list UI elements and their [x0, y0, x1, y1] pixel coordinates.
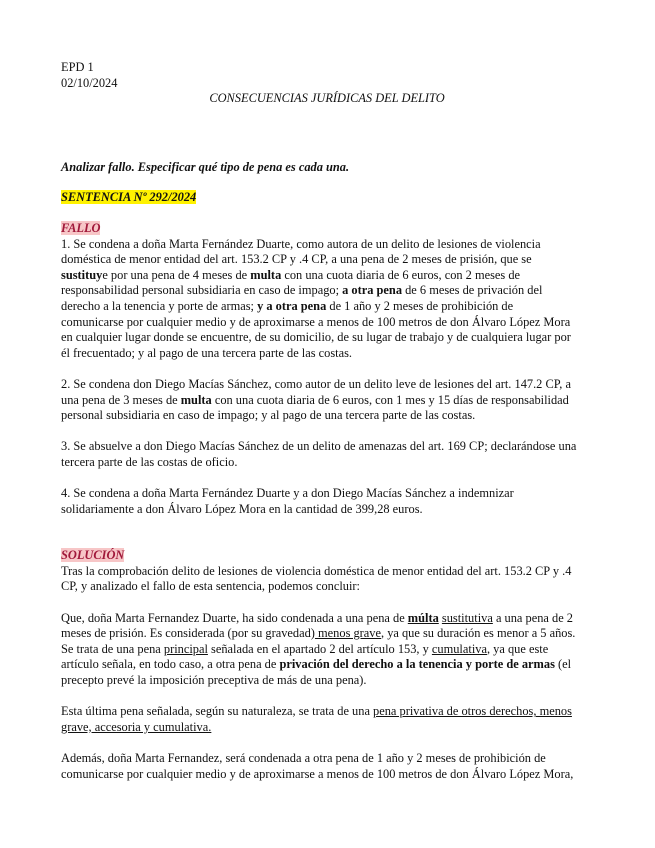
bold-underlined-text: múlta — [407, 610, 439, 625]
text-span: una pena de 3 meses de — [61, 392, 181, 407]
text-line: en cualquier lugar donde se encuentre, de su domicilio, de su lugar de trabajo y de cualquiera lugar por — [61, 330, 571, 345]
doc-code: EPD 1 — [61, 60, 94, 74]
paragraph-gap — [61, 595, 593, 611]
solucion-paragraph-1 — [61, 564, 593, 595]
bold-text: sustituy — [61, 267, 103, 282]
solucion-heading — [61, 548, 593, 564]
text-span: responsabilidad personal subsidiaria en caso de impago; — [61, 283, 343, 298]
text-line — [61, 393, 593, 409]
bold-text: privación del derecho a la tenencia y porte de armas — [279, 657, 555, 672]
sentencia-label: SENTENCIA Nº 292/2024 — [61, 190, 197, 205]
sentencia-heading — [61, 190, 593, 206]
text-line — [61, 642, 593, 658]
text-span: a una pena de 2 — [492, 610, 574, 625]
underlined-text: sustitutiva — [441, 610, 493, 625]
text-line — [61, 720, 593, 736]
text-line — [61, 283, 593, 299]
text-line — [61, 268, 593, 284]
bold-text: multa — [180, 392, 212, 407]
text-span: de 1 año y 2 meses de prohibición de — [326, 298, 514, 313]
text-line: 3. Se absuelve a don Diego Macías Sánchez de un delito de amenazas del art. 169 CP; declarándose una — [61, 439, 577, 454]
text-line: CP, y analizado el fallo de esta sentencia, podemos concluir: — [61, 579, 361, 594]
text-span: meses de prisión. Es considerada (por su gravedad) — [61, 626, 315, 641]
paragraph-gap — [61, 735, 593, 751]
text-span: , ya que este — [486, 641, 549, 656]
text-span: de 6 meses de privación del — [402, 283, 543, 298]
text-line — [61, 611, 593, 627]
paragraph-gap — [61, 424, 593, 440]
text-span: Que, doña Marta Fernandez Duarte, ha sido condenada a una pena de — [61, 610, 408, 625]
text-span: con una cuota diaria de 6 euros, con 1 mes y 15 días de responsabilidad — [211, 392, 569, 407]
text-span: e por una pena de 4 meses de — [102, 267, 251, 282]
text-line: tercera parte de las costas de oficio. — [61, 454, 238, 469]
text-line: 2. Se condena don Diego Macías Sánchez, como autor de un delito leve de lesiones del art. 147.2 CP, a — [61, 376, 571, 391]
bold-text: multa — [250, 267, 282, 282]
text-line: él frecuentado; y al pago de una tercera parte de las costas. — [61, 345, 353, 360]
text-span: artículo señala, en todo caso, a otra pena de — [61, 657, 280, 672]
text-line — [61, 626, 593, 642]
text-span: señalada en el apartado 2 del artículo 153, y — [207, 641, 432, 656]
text-span: Se trata de una pena — [61, 641, 164, 656]
text-line: precepto prevé la imposición preceptiva de más de una pena). — [61, 673, 367, 687]
text-line: comunicarse por cualquier medio y de aproximarse a menos de 100 metros de don Álvaro López Mora — [61, 314, 571, 329]
paragraph-gap — [61, 361, 593, 377]
text-span: derecho a la tenencia y porte de armas; — [61, 298, 258, 313]
text-line — [61, 657, 593, 673]
underlined-text: cumulativa — [431, 641, 487, 656]
text-span: (el — [554, 657, 572, 672]
text-line: personal subsidiaria en caso de impago; y al pago de una tercera parte de las costas. — [61, 408, 476, 423]
text-line: 1. Se condena a doña Marta Fernández Duarte, como autora de un delito de lesiones de violencia — [61, 236, 541, 251]
text-line: comunicarse por cualquier medio y de aproximarse a menos de 100 metros de don Álvaro López Mora, — [61, 766, 574, 781]
doc-title: CONSECUENCIAS JURÍDICAS DEL DELITO — [209, 91, 445, 106]
text-line: doméstica de menor entidad del art. 153.2 CP y .4 CP, a una pena de 2 meses de prisión, que se — [61, 252, 532, 267]
fallo-heading — [61, 221, 593, 237]
text-line: solidariamente a don Álvaro López Mora en la cantidad de 399,28 euros. — [61, 501, 423, 516]
fallo-label: FALLO — [61, 220, 101, 235]
bold-text: y a otra pena — [257, 298, 327, 313]
fallo-paragraph-1 — [61, 237, 593, 362]
solucion-paragraph-3 — [61, 704, 593, 735]
text-line: Tras la comprobación delito de lesiones de violencia doméstica de menor entidad del art. 153.2 CP y .4 — [61, 563, 572, 578]
instruction: Analizar fallo. Especificar qué tipo de pena es cada una. — [61, 159, 350, 174]
text-span: Esta última pena señalada, según su naturaleza, se trata de una — [61, 704, 374, 719]
underlined-text: principal — [163, 641, 208, 656]
solucion-paragraph-2 — [61, 611, 593, 689]
text-span: , ya que su duración es menor a 5 años. — [381, 626, 576, 641]
fallo-paragraph-3 — [61, 439, 593, 470]
fallo-paragraph-2 — [61, 377, 593, 424]
text-line: Además, doña Marta Fernandez, será condenada a otra pena de 1 año y 2 meses de prohibición de — [61, 750, 546, 765]
text-span: con una cuota diaria de 6 euros, con 2 meses de — [281, 267, 521, 282]
solucion-paragraph-4 — [61, 751, 593, 782]
fallo-paragraph-4 — [61, 486, 593, 517]
underlined-text: pena privativa de otros derechos, menos — [373, 704, 572, 719]
bold-text: a otra pena — [342, 283, 403, 298]
doc-date: 02/10/2024 — [61, 75, 118, 90]
underlined-text: grave, accesoria y cumulativa. — [61, 719, 212, 734]
solucion-label: SOLUCIÓN — [61, 548, 125, 563]
underlined-text: menos grave — [314, 626, 381, 641]
paragraph-gap — [61, 470, 593, 486]
text-line: 4. Se condena a doña Marta Fernández Duarte y a don Diego Macías Sánchez a indemnizar — [61, 486, 514, 501]
text-line — [61, 299, 593, 315]
document-page — [61, 60, 593, 782]
paragraph-gap — [61, 689, 593, 705]
text-line — [61, 704, 593, 720]
